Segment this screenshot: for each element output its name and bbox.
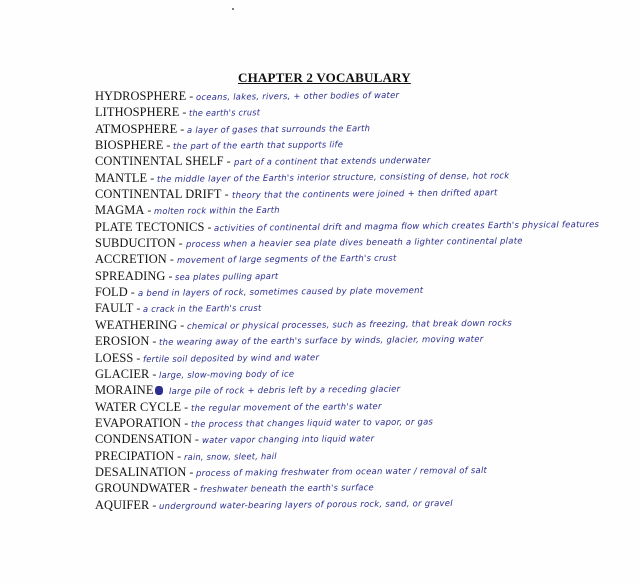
separator: - bbox=[169, 252, 174, 267]
separator: - bbox=[189, 464, 194, 479]
list-item bbox=[95, 300, 640, 316]
list-item bbox=[95, 219, 640, 235]
separator: - bbox=[189, 89, 194, 103]
page-title: CHAPTER 2 VOCABULARY bbox=[238, 70, 411, 85]
list-item bbox=[95, 153, 640, 169]
term: CONTINENTAL DRIFT bbox=[95, 187, 222, 202]
separator: - bbox=[136, 350, 141, 365]
separator: - bbox=[136, 301, 141, 316]
definition: underground water-bearing layers of porous rock, sand, or gravel bbox=[159, 498, 454, 512]
separator: - bbox=[193, 481, 198, 496]
term: CONTINENTAL SHELF bbox=[95, 154, 224, 169]
separator: - bbox=[147, 203, 152, 218]
definition: the regular movement of the earth's water bbox=[191, 401, 382, 414]
separator: - bbox=[180, 121, 185, 136]
definition: oceans, lakes, rivers, + other bodies of water bbox=[196, 90, 400, 103]
definition: activities of continental drift and magma flow which creates Earth's physical features bbox=[214, 219, 600, 234]
separator: - bbox=[152, 334, 157, 349]
term: BIOSPHERE bbox=[95, 138, 164, 153]
definition: the part of the earth that supports life bbox=[173, 140, 344, 153]
definition: rain, snow, sleet, hail bbox=[184, 451, 277, 463]
term: MAGMA bbox=[95, 203, 145, 218]
separator: - bbox=[166, 138, 171, 153]
separator: - bbox=[178, 236, 183, 251]
definition: freshwater beneath the earth's surface bbox=[200, 483, 375, 496]
term: GLACIER bbox=[95, 366, 150, 381]
term: EVAPORATION bbox=[95, 415, 182, 430]
term: CONDENSATION bbox=[95, 432, 192, 447]
term: DESALINATION bbox=[95, 464, 187, 479]
definition: the middle layer of the Earth's interior structure, consisting of dense, hot rock bbox=[157, 171, 510, 185]
definition: the wearing away of the earth's surface by winds, glacier, moving water bbox=[159, 334, 484, 349]
separator: - bbox=[194, 432, 199, 447]
term: MANTLE bbox=[95, 170, 148, 185]
term: SUBDUCITON bbox=[95, 236, 176, 251]
list-item bbox=[95, 104, 640, 120]
definition: a crack in the Earth's crust bbox=[143, 304, 262, 316]
definition: a layer of gases that surrounds the Earth bbox=[187, 123, 371, 136]
definition: part of a continent that extends underwater bbox=[233, 156, 431, 169]
separator: - bbox=[152, 366, 157, 381]
list-item bbox=[95, 88, 640, 104]
list-item bbox=[95, 415, 640, 431]
separator: - bbox=[226, 154, 231, 169]
list-item bbox=[95, 170, 640, 186]
term: HYDROSPHERE bbox=[95, 89, 187, 103]
term: WEATHERING bbox=[95, 317, 178, 332]
definition: process of making freshwater from ocean water / removal of salt bbox=[196, 465, 488, 479]
list-item bbox=[95, 317, 640, 333]
definition: sea plates pulling apart bbox=[175, 271, 279, 283]
separator: - bbox=[150, 170, 155, 185]
separator: - bbox=[152, 497, 157, 512]
term: EROSION bbox=[95, 334, 150, 349]
list-item bbox=[95, 137, 640, 153]
list-item bbox=[95, 350, 640, 366]
list-item bbox=[95, 268, 640, 284]
separator: - bbox=[184, 399, 189, 414]
term: FAULT bbox=[95, 301, 134, 316]
list-item bbox=[95, 186, 640, 202]
ink-blot-icon bbox=[155, 386, 163, 395]
definition: the earth's crust bbox=[189, 108, 261, 120]
term: LITHOSPHERE bbox=[95, 105, 180, 120]
definition: water vapor changing into liquid water bbox=[201, 434, 375, 447]
definition: process when a heavier sea plate dives beneath a lighter continental plate bbox=[185, 236, 523, 251]
term: PRECIPATION bbox=[95, 448, 175, 463]
separator: - bbox=[180, 317, 185, 332]
definition: theory that the continents were joined + then drifted apart bbox=[231, 188, 498, 202]
list-item bbox=[95, 366, 640, 382]
term: LOESS bbox=[95, 350, 134, 365]
separator: - bbox=[207, 219, 212, 234]
definition: fertile soil deposited by wind and water bbox=[143, 352, 320, 365]
list-item bbox=[95, 121, 640, 137]
separator: - bbox=[224, 187, 229, 202]
separator: - bbox=[184, 415, 189, 430]
separator: - bbox=[177, 448, 182, 463]
definition: chemical or physical processes, such as freezing, that break down rocks bbox=[187, 318, 513, 332]
list-item bbox=[95, 464, 640, 480]
definition: large, slow-moving body of ice bbox=[159, 369, 295, 381]
term: AQUIFER bbox=[95, 497, 150, 512]
scan-speck bbox=[232, 8, 234, 10]
separator: - bbox=[168, 268, 173, 283]
term: SPREADING bbox=[95, 268, 166, 283]
separator: - bbox=[182, 105, 187, 120]
definition: a bend in layers of rock, sometimes caused by plate movement bbox=[137, 286, 424, 300]
list-item bbox=[95, 235, 640, 251]
definition: the process that changes liquid water to vapor, or gas bbox=[191, 417, 434, 430]
list-item bbox=[95, 431, 640, 447]
list-item bbox=[95, 251, 640, 267]
list-item bbox=[95, 333, 640, 349]
term: GROUNDWATER bbox=[95, 481, 191, 496]
list-item bbox=[95, 399, 640, 415]
term: PLATE TECTONICS bbox=[95, 219, 205, 234]
term: MORAINE bbox=[95, 383, 154, 398]
definition: movement of large segments of the Earth's crust bbox=[176, 254, 397, 267]
term: WATER CYCLE bbox=[95, 399, 182, 414]
list-item bbox=[95, 448, 640, 464]
list-item bbox=[95, 480, 640, 496]
vocabulary-list bbox=[95, 88, 640, 513]
list-item bbox=[95, 202, 640, 218]
separator: - bbox=[130, 285, 135, 300]
list-item bbox=[95, 497, 640, 513]
list-item bbox=[95, 382, 640, 398]
term: ATMOSPHERE bbox=[95, 121, 178, 136]
definition: large pile of rock + debris left by a receding glacier bbox=[168, 384, 400, 398]
definition: molten rock within the Earth bbox=[154, 206, 281, 218]
term: ACCRETION bbox=[95, 252, 167, 267]
list-item bbox=[95, 284, 640, 300]
term: FOLD bbox=[95, 285, 128, 300]
